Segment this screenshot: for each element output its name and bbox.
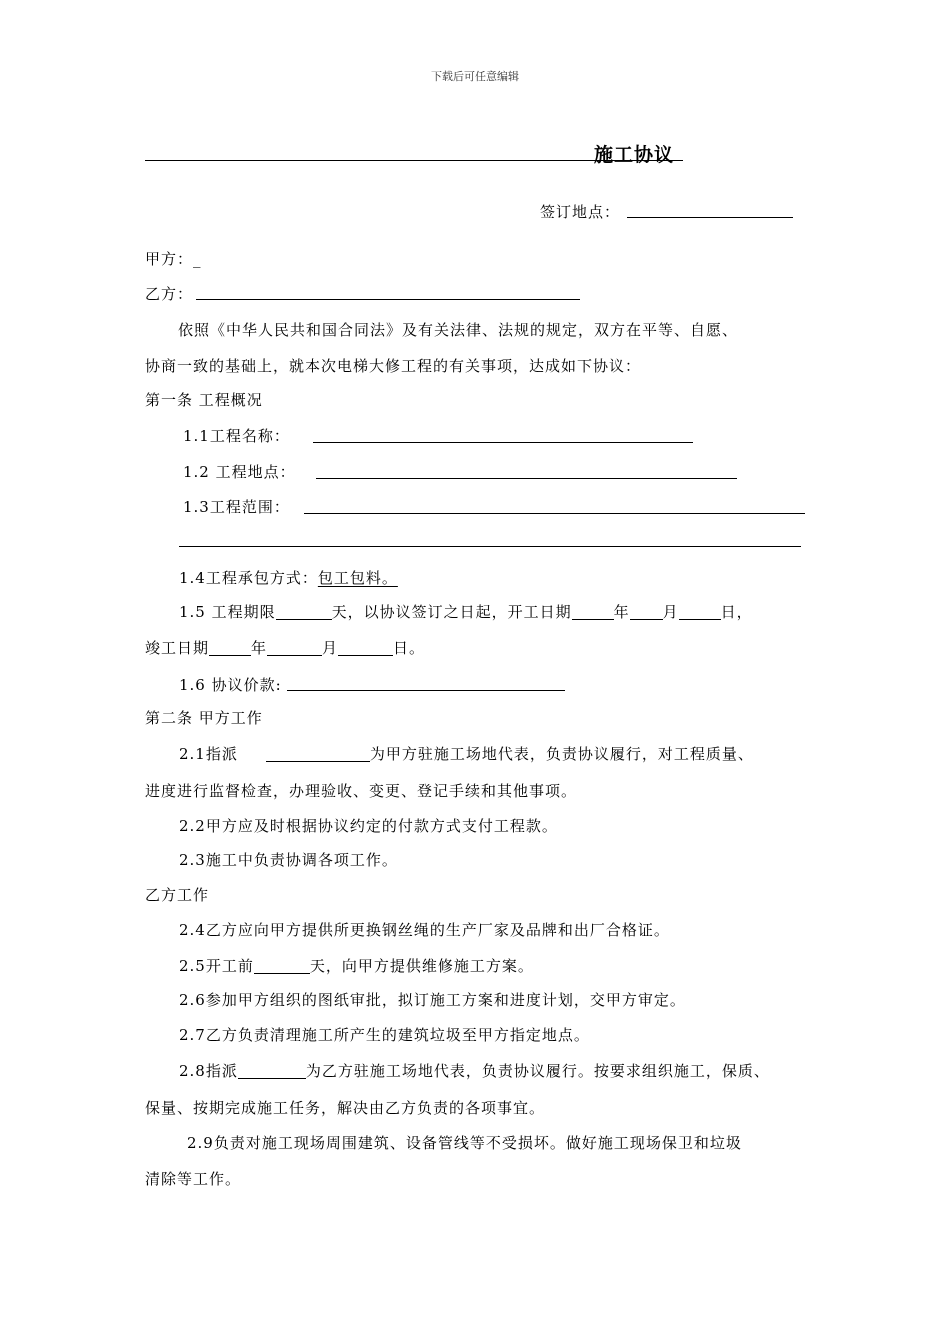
- start-month-blank[interactable]: [630, 603, 663, 620]
- article-1-title: 第一条 工程概况: [145, 391, 263, 409]
- item-1-5-day: 日，: [720, 603, 753, 621]
- item-1-5-prefix: 1.5 工程期限: [179, 603, 276, 621]
- end-day-blank[interactable]: [338, 639, 393, 656]
- end-year-blank[interactable]: [209, 639, 251, 656]
- contract-method-value: 包工包料。: [317, 569, 398, 587]
- item-1-1-label: 1.1工程名称：: [183, 427, 290, 445]
- item-1-5-month: 月: [662, 603, 679, 621]
- project-name-blank[interactable]: [313, 442, 693, 443]
- party-b-work-title: 乙方工作: [145, 886, 210, 904]
- article-2-title: 第二条 甲方工作: [145, 709, 263, 727]
- item-2-8-prefix: 2.8指派: [179, 1062, 238, 1080]
- project-scope-blank-2[interactable]: [179, 546, 801, 547]
- item-2-2: 2.2甲方应及时根据协议约定的付款方式支付工程款。: [179, 817, 558, 835]
- item-1-4-label: 1.4工程承包方式：: [179, 569, 318, 587]
- item-2-1-line-2: 进度进行监督检查，办理验收、变更、登记手续和其他事项。: [145, 782, 578, 800]
- sign-place-blank[interactable]: [627, 217, 793, 218]
- item-2-4: 2.4乙方应向甲方提供所更换钢丝绳的生产厂家及品牌和出厂合格证。: [179, 921, 670, 939]
- intro-line-1: 依照《中华人民共和国合同法》及有关法律、法规的规定，双方在平等、自愿、: [178, 321, 739, 339]
- item-1-4-row: [179, 568, 398, 588]
- period-days-blank[interactable]: [276, 603, 332, 620]
- item-2-5-row: [179, 956, 534, 976]
- item-2-5-prefix: 2.5开工前: [179, 957, 254, 975]
- price-blank[interactable]: [287, 690, 565, 691]
- prep-days-blank[interactable]: [254, 957, 310, 974]
- item-1-5-year: 年: [613, 603, 630, 621]
- item-1-3-label: 1.3工程范围：: [183, 498, 290, 516]
- party-b-blank[interactable]: [196, 299, 580, 300]
- item-2-1-prefix: 2.1指派: [179, 745, 238, 763]
- header-note: 下载后可任意编辑: [431, 70, 519, 83]
- completion-label: 竣工日期: [145, 639, 210, 657]
- item-1-6-label: 1.6 协议价款:: [179, 676, 282, 694]
- completion-year: 年: [251, 639, 268, 657]
- party-a-value[interactable]: _: [193, 250, 202, 268]
- project-location-blank[interactable]: [316, 478, 737, 479]
- item-2-6: 2.6参加甲方组织的图纸审批，拟订施工方案和进度计划，交甲方审定。: [179, 991, 686, 1009]
- item-1-2-label: 1.2 工程地点：: [183, 463, 296, 481]
- party-b-rep-blank[interactable]: [238, 1062, 306, 1079]
- item-2-5-suffix: 天，向甲方提供维修施工方案。: [309, 957, 534, 975]
- item-2-8-suffix: 为乙方驻施工场地代表，负责协议履行。按要求组织施工，保质、: [305, 1062, 770, 1080]
- completion-month: 月: [322, 639, 339, 657]
- item-2-1-suffix: 为甲方驻施工场地代表，负责协议履行，对工程质量、: [369, 745, 754, 763]
- start-year-blank[interactable]: [572, 603, 614, 620]
- sign-place-label: 签订地点：: [540, 203, 621, 221]
- party-a-rep-blank[interactable]: [266, 745, 370, 762]
- party-a-label: 甲方：: [145, 250, 194, 268]
- party-b-label: 乙方：: [145, 285, 194, 303]
- item-2-9-line-1: 2.9负责对施工现场周围建筑、设备管线等不受损坏。做好施工现场保卫和垃圾: [187, 1134, 742, 1152]
- item-1-5-days: 天，以协议签订之日起，开工日期: [331, 603, 572, 621]
- completion-day: 日。: [393, 639, 426, 657]
- document-title: 施工协议: [594, 144, 675, 166]
- intro-line-2: 协商一致的基础上，就本次电梯大修工程的有关事项，达成如下协议：: [145, 357, 642, 375]
- item-2-9-line-2: 清除等工作。: [145, 1170, 242, 1188]
- item-2-3: 2.3施工中负责协调各项工作。: [179, 851, 398, 869]
- item-2-1-row: [179, 744, 754, 764]
- start-day-blank[interactable]: [679, 603, 721, 620]
- item-1-5-row: [179, 602, 753, 622]
- party-a-row: [145, 249, 202, 269]
- item-2-7: 2.7乙方负责清理施工所产生的建筑垃圾至甲方指定地点。: [179, 1026, 590, 1044]
- item-1-5-line-2: [145, 638, 425, 658]
- project-scope-blank-1[interactable]: [304, 513, 805, 514]
- item-2-8-line-2: 保量、按期完成施工任务，解决由乙方负责的各项事宜。: [145, 1099, 546, 1117]
- item-2-8-row: [179, 1061, 770, 1081]
- end-month-blank[interactable]: [267, 639, 322, 656]
